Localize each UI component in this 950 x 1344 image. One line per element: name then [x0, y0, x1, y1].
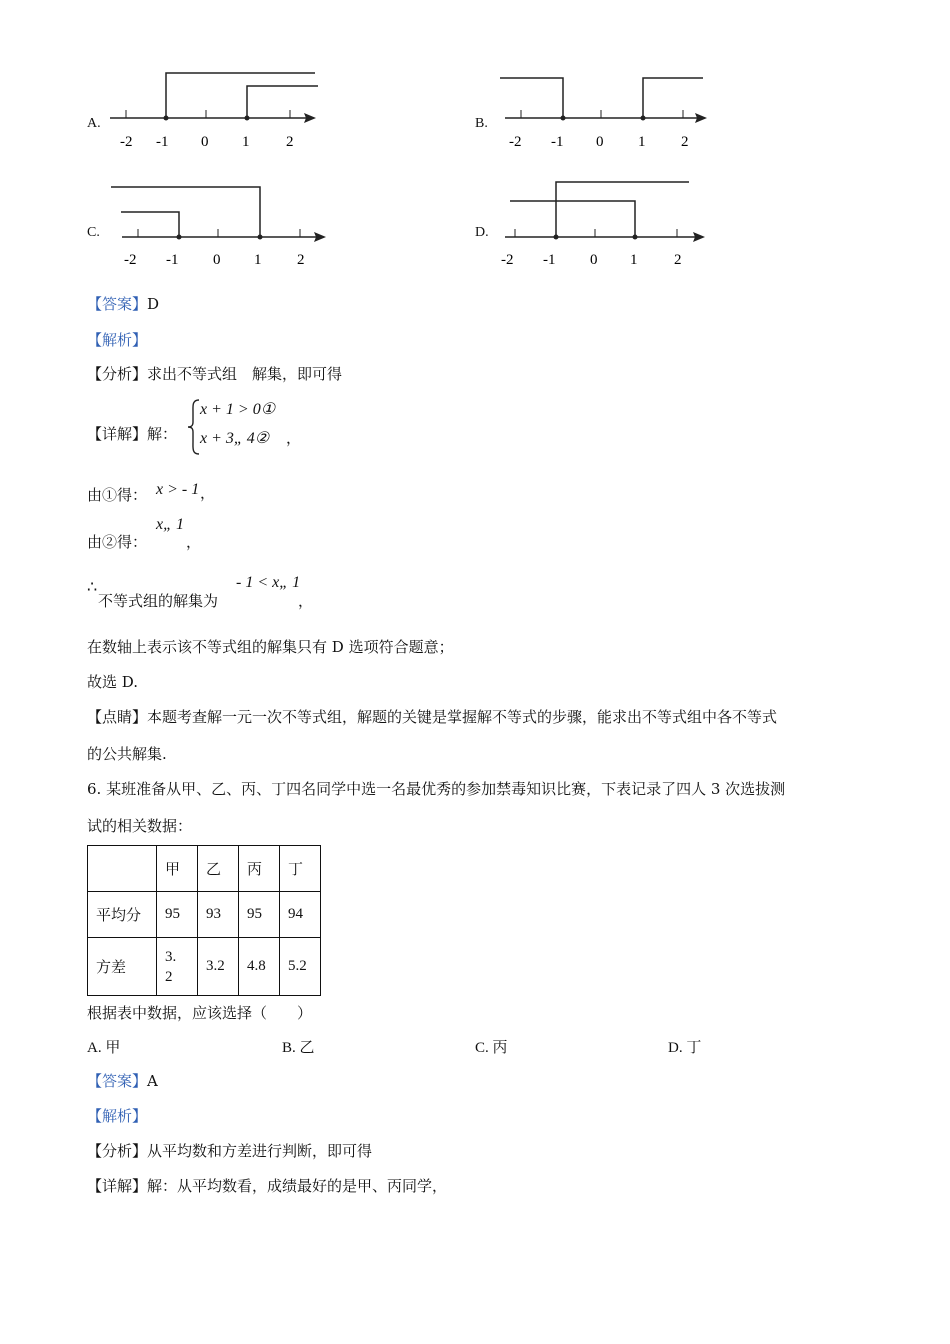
q5-conclusion: 在数轴上表示该不等式组的解集只有 D 选项符合题意； — [87, 638, 454, 656]
tick-label: -1 — [166, 252, 179, 268]
table-header-row — [88, 846, 321, 892]
detail-prefix: 解： — [147, 425, 178, 443]
answer-value: A — [147, 1072, 158, 1090]
q6-stem-line2: 试的相关数据： — [87, 817, 193, 835]
q6-fenxi-line — [87, 1141, 372, 1161]
tick-label: -1 — [551, 134, 564, 150]
fenxi-tag: 【分析】 — [87, 1142, 148, 1160]
table-cell: 95 — [157, 892, 198, 938]
therefore-symbol: ∴ — [87, 577, 98, 596]
q6-detail-line — [87, 1176, 447, 1196]
q5-analysis-tag: 【解析】 — [87, 331, 148, 349]
answer-value: D — [147, 295, 160, 313]
tick-label: 2 — [297, 252, 305, 268]
q6-choice-d: D. 丁 — [668, 1040, 702, 1056]
tick-label: 0 — [596, 134, 604, 150]
step2-math: x„ 1 — [156, 516, 184, 533]
fenxi-tag: 【分析】 — [87, 365, 148, 383]
q6-choice-a: A. 甲 — [87, 1040, 121, 1056]
tick-label: 1 — [242, 134, 250, 150]
table-cell: 平均分 — [88, 892, 157, 938]
dianjing-tag: 【点睛】 — [87, 708, 148, 726]
q6-choice-b: B. 乙 — [282, 1040, 315, 1056]
step1-end: ， — [200, 484, 216, 502]
number-line-d — [495, 170, 725, 270]
q5-fenxi-line — [87, 364, 342, 384]
step3-math: - 1 < x„ 1 — [236, 574, 301, 591]
detail-tag: 【详解】 — [87, 425, 148, 443]
system-brace — [187, 398, 201, 456]
fenxi-text: 求出不等式组 解集，即可得 — [147, 365, 343, 383]
table-row — [88, 892, 321, 938]
q5-dianjing-line2: 的公共解集. — [87, 745, 167, 763]
table-cell: 94 — [280, 892, 321, 938]
table-cell: 方差 — [88, 938, 157, 996]
tick-label: 0 — [201, 134, 209, 150]
tick-label: 2 — [286, 134, 294, 150]
table-row — [88, 938, 321, 996]
system-line-1: x + 1 > 0① — [200, 401, 276, 418]
number-line-b — [495, 62, 725, 162]
tick-label: -2 — [120, 134, 133, 150]
q5-final-choice: 故选 D. — [87, 673, 139, 691]
table-cell: 5.2 — [280, 938, 321, 996]
number-line-c — [108, 178, 338, 278]
option-a-label: A. — [87, 116, 101, 131]
q6-stem-line1: 6. 某班准备从甲、乙、丙、丁四名同学中选一名最优秀的参加禁毒知识比赛，下表记录了四人 3 次选拔测 — [87, 780, 786, 798]
dianjing-text: 本题考查解一元一次不等式组，解题的关键是掌握解不等式的步骤，能求出不等式组中各不等式 — [147, 708, 778, 726]
step2-end: ， — [186, 533, 202, 551]
answer-tag: 【答案】 — [87, 295, 148, 313]
tick-label: -2 — [124, 252, 137, 268]
option-d-label: D. — [475, 225, 489, 240]
table-cell: 3.2 — [198, 938, 239, 996]
table-header-jia: 甲 — [157, 846, 198, 892]
step3-label: 不等式组的解集为 — [98, 592, 219, 610]
tick-label: 0 — [213, 252, 221, 268]
tick-label: 0 — [590, 252, 598, 268]
q6-question: 根据表中数据，应该选择（ ） — [87, 1004, 313, 1022]
tick-label: 1 — [638, 134, 646, 150]
tick-label: -1 — [156, 134, 169, 150]
score-table — [87, 845, 321, 996]
tick-label: 1 — [254, 252, 262, 268]
q6-answer-line — [87, 1071, 158, 1091]
q6-analysis-tag: 【解析】 — [87, 1107, 148, 1125]
system-line-2: x + 3„ 4② — [200, 430, 270, 447]
q5-answer-line — [87, 294, 159, 314]
table-header-yi: 乙 — [198, 846, 239, 892]
option-b-label: B. — [475, 116, 488, 131]
tick-label: 2 — [674, 252, 682, 268]
detail-tag: 【详解】 — [87, 1177, 148, 1195]
tick-label: -2 — [509, 134, 522, 150]
q6-choice-c: C. 丙 — [475, 1040, 508, 1056]
step1-math: x > - 1 — [156, 481, 200, 498]
table-cell: 93 — [198, 892, 239, 938]
table-cell: 3. 2 — [157, 938, 198, 996]
tick-label: -2 — [501, 252, 514, 268]
step1-label: 由①得： — [87, 486, 148, 504]
tick-label: 1 — [630, 252, 638, 268]
table-cell: 4.8 — [239, 938, 280, 996]
answer-tag: 【答案】 — [87, 1072, 148, 1090]
table-header-ding: 丁 — [280, 846, 321, 892]
system-comma: ， — [286, 429, 302, 447]
table-cell: 95 — [239, 892, 280, 938]
number-line-a — [100, 62, 330, 162]
step3-end: ， — [298, 592, 314, 610]
option-c-label: C. — [87, 225, 100, 240]
table-cell — [88, 846, 157, 892]
q5-dianjing-line1 — [87, 707, 777, 727]
fenxi-text: 从平均数和方差进行判断，即可得 — [147, 1142, 373, 1160]
table-header-bing: 丙 — [239, 846, 280, 892]
detail-text: 解：从平均数看，成绩最好的是甲、丙同学， — [147, 1177, 448, 1195]
q5-detail-line — [87, 424, 177, 444]
step2-label: 由②得： — [87, 533, 148, 551]
tick-label: 2 — [681, 134, 689, 150]
tick-label: -1 — [543, 252, 556, 268]
